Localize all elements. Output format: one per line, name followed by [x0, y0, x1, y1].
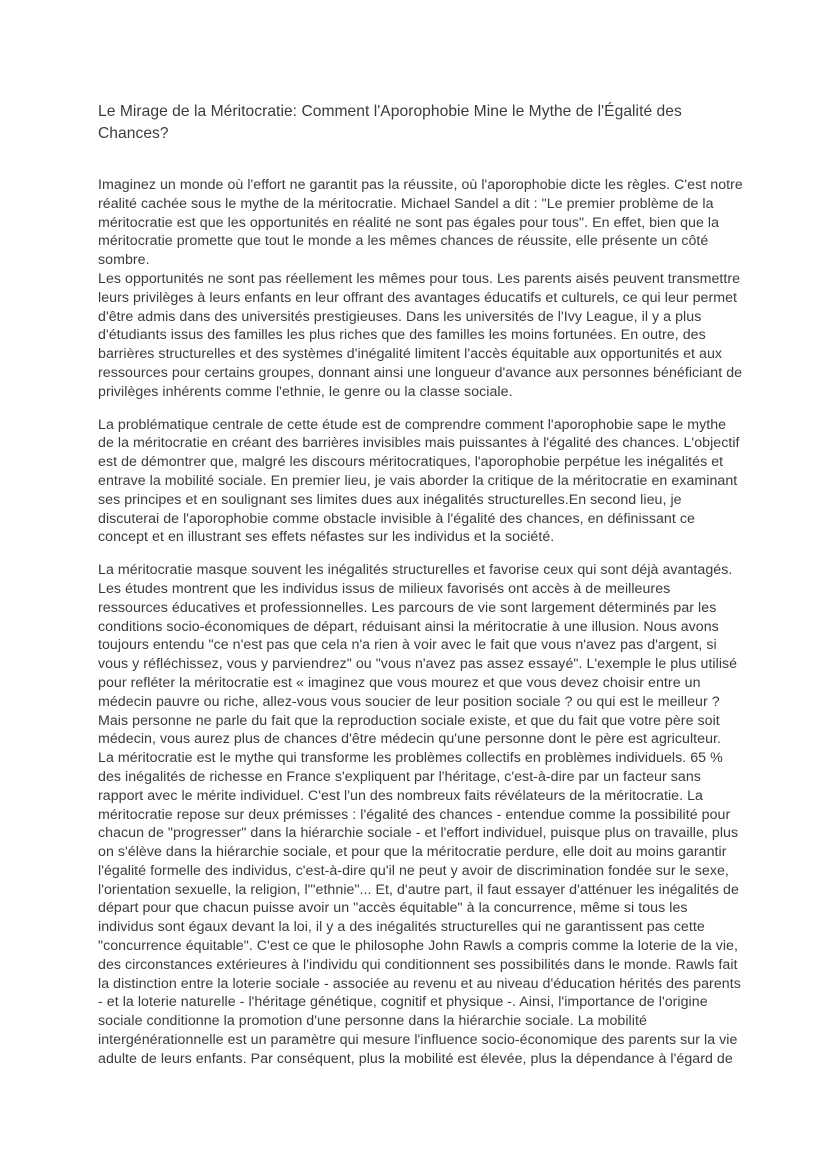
text-line: Imaginez un monde où l'effort ne garantit pas la réussite, où l'aporophobie dicte les règles. C'est notre [98, 177, 743, 193]
text-line: La problématique centrale de cette étude est de comprendre comment l'aporophobie sape le mythe [98, 416, 727, 433]
text-line: ses principes et en soulignant ses limites dues aux inégalités structurelles.En second lieu, je [98, 491, 682, 508]
text-line: toujours entendu "ce n'est pas que cela n'a rien à voir avec le fait que vous n'avez pas d'argent, si [98, 637, 717, 654]
paragraph-3 [98, 561, 741, 1069]
text-line: médecin pauvre ou riche, allez-vous vous soucier de leur position sociale ? ou qui est le meilleur ? [98, 693, 720, 710]
text-line: ressources éducatives et professionnelles. Les parcours de vie sont largement déterminés par les [98, 599, 717, 616]
text-line: départ pour que chacun puisse avoir un "accès équitable" à la concurrence, même si tous les [98, 900, 688, 917]
text-line: rapport avec le mérite individuel. C'est l'un des nombreux faits révélateurs de la méritocratie. La [98, 787, 703, 804]
text-line: méritocratie promette que tout le monde a les mêmes chances de réussite, elle présente un côté [98, 233, 709, 250]
document-title [98, 101, 738, 144]
text-line: d'être admis dans des universités prestigieuses. Dans les universités de l'Ivy League, il y a plus [98, 308, 702, 325]
text-line: entrave la mobilité sociale. En premier lieu, je vais aborder la critique de la méritocratie en examinant [98, 472, 738, 489]
text-line: est de démontrer que, malgré les discours méritocratiques, l'aporophobie perpétue les inégalités et [98, 454, 724, 471]
text-line: concept et en illustrant ses effets néfastes sur les individus et la société. [98, 529, 555, 546]
text-line: Les études montrent que les individus issus de milieux favorisés ont accès à de meilleures [98, 580, 671, 597]
text-line: réalité cachée sous le mythe de la méritocratie. Michael Sandel a dit : "Le premier problème de la [98, 195, 714, 212]
text-line: chacun de "progresser" dans la hiérarchie sociale - et l'effort individuel, puisque plus on travaille, plus [98, 825, 739, 842]
text-line: Les opportunités ne sont pas réellement les mêmes pour tous. Les parents aisés peuvent transmettre [98, 270, 741, 287]
text-line: discuterai de l'aporophobie comme obstacle invisible à l'égalité des chances, en définissant ce [98, 510, 695, 527]
text-line: médecin, vous aurez plus de chances d'être médecin qu'une personne dont le père est agriculteur. [98, 731, 722, 748]
text-line: individus sont égaux devant la loi, il y a des inégalités structurelles qui ne garantissent pas cette [98, 919, 705, 936]
text-line: on s'élève dans la hiérarchie sociale, et pour que la méritocratie perdure, elle doit au moins garantir [98, 844, 727, 861]
text-line: sombre. [98, 252, 150, 269]
text-line: barrières structurelles et des systèmes d'inégalité limitent l'accès équitable aux opportunités et aux [98, 346, 723, 363]
paragraph-2 [98, 416, 738, 548]
text-line: pour refléter la méritocratie est « imaginez que vous mourez et que vous devez choisir entre un [98, 674, 701, 691]
text-line: l'égalité formelle des individus, c'est-à-dire qu'il ne peut y avoir de discrimination fondée sur le sexe, [98, 862, 729, 879]
paragraph-1 [98, 176, 743, 402]
text-line: Mais personne ne parle du fait que la reproduction sociale existe, et que du fait que votre père soit [98, 712, 720, 729]
text-line: des inégalités de richesse en France s'expliquent par l'héritage, c'est-à-dire par un facteur sans [98, 768, 701, 785]
text-line: La méritocratie masque souvent les inégalités structurelles et favorise ceux qui sont déjà avantagés. [98, 562, 733, 579]
document-content [98, 101, 743, 1069]
text-line: méritocratie est que les opportunités en réalité ne sont pas égales pour tous". En effet, bien que la [98, 214, 720, 231]
document-body [98, 176, 743, 1069]
text-line: l'orientation sexuelle, la religion, l'"ethnie"... Et, d'autre part, il faut essayer d'atténuer les inégalités de [98, 881, 739, 898]
text-line: vous y réfléchissez, vous y parviendrez" ou "vous n'avez pas assez essayé". L'exemple le plus utilisé [98, 656, 738, 673]
text-line: privilèges inhérents comme l'ethnie, le genre ou la classe sociale. [98, 383, 513, 400]
text-line: méritocratie repose sur deux prémisses : l'égalité des chances - entendue comme la possibilité pour [98, 806, 731, 823]
text-line: "concurrence équitable". C'est ce que le philosophe John Rawls a compris comme la loterie de la vie, [98, 938, 738, 955]
text-line: ressources pour certains groupes, donnant ainsi une longueur d'avance aux personnes bénéficiant de [98, 364, 743, 381]
text-line: conditions socio-économiques de départ, réduisant ainsi la méritocratie à une illusion. Nous avons [98, 618, 719, 635]
text-line: - et la loterie naturelle - l'héritage génétique, cognitif et physique -. Ainsi, l'importance de l'origine [98, 994, 708, 1011]
text-line: La méritocratie est le mythe qui transforme les problèmes collectifs en problèmes individuels. 65 % [98, 750, 723, 767]
text-line: d'étudiants issus des familles les plus riches que des familles les moins fortunées. En outre, des [98, 327, 706, 344]
text-line: la distinction entre la loterie sociale - associée au revenu et au niveau d'éducation hérités des parents [98, 975, 741, 992]
text-line: de la méritocratie en créant des barrières invisibles mais puissantes à l'égalité des chances. L'objectif [98, 435, 740, 452]
title-line: Le Mirage de la Méritocratie: Comment l'Aporophobie Mine le Mythe de l'Égalité des [98, 103, 682, 120]
text-line: adulte de leurs enfants. Par conséquent, plus la mobilité est élevée, plus la dépendance à l'égard de [98, 1050, 733, 1067]
text-line: sociale conditionne la promotion d'une personne dans la hiérarchie sociale. La mobilité [98, 1013, 647, 1030]
text-line: des circonstances extérieures à l'individu qui conditionnent ses possibilités dans le monde. Rawls fait [98, 956, 738, 973]
text-line: intergénérationnelle est un paramètre qui mesure l'influence socio-économique des parents sur la vie [98, 1032, 738, 1049]
title-line: Chances? [98, 124, 169, 142]
text-line: leurs privilèges à leurs enfants en leur offrant des avantages éducatifs et culturels, ce qui leur permet [98, 289, 738, 306]
